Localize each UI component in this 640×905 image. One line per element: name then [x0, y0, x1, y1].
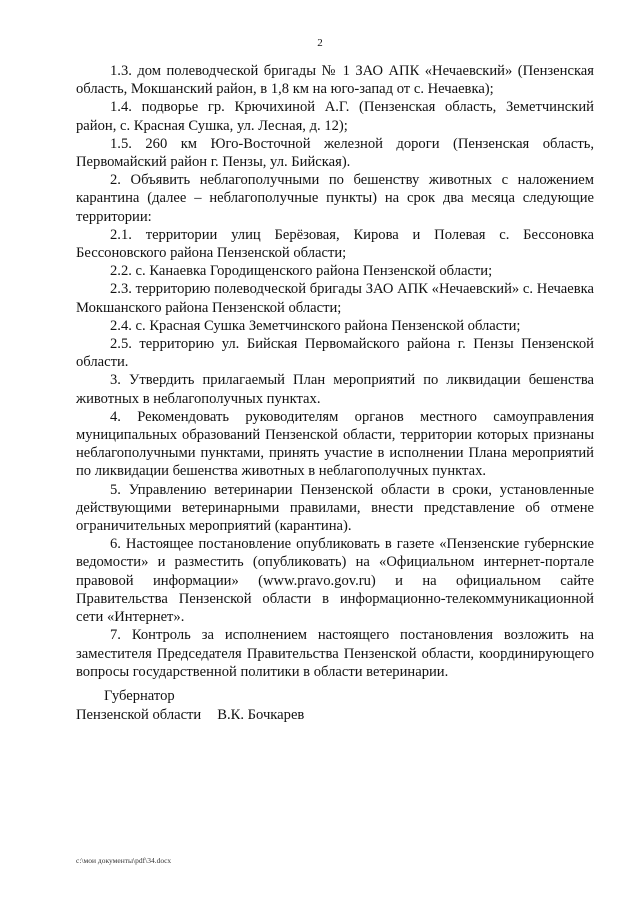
- paragraph-4: 4. Рекомендовать руководителям органов местного самоуправления муниципальных образований Пензенской области, территории которых признаны неблагополучными пунктами, принять участие в исполнении Плана мероприятий по ликвидации бешенства животных в неблагополучных пунктах.: [76, 408, 594, 480]
- paragraph-7: 7. Контроль за исполнением настоящего постановления возложить на заместителя Председателя Правительства Пензенской области, координирующего вопросы государственной политики в области ветеринарии.: [76, 627, 594, 680]
- document-body: [76, 62, 594, 681]
- paragraph-1-5: 1.5. 260 км Юго-Восточной железной дороги (Пензенская область, Первомайский район г. Пензы, ул. Бийская).: [76, 135, 594, 171]
- signature-block: [76, 687, 304, 725]
- page-number: 2: [317, 37, 323, 49]
- signatory-region: Пензенской области: [76, 707, 202, 723]
- signatory-line: [76, 706, 304, 725]
- paragraph-2-3: 2.3. территорию полеводческой бригады ЗАО АПК «Нечаевский» с. Нечаевка Мокшанского района Пензенской области;: [76, 281, 594, 316]
- paragraph-2: 2. Объявить неблагополучными по бешенству животных с наложением карантина (далее – неблагополучные пункты) на срок два месяца следующие территории:: [76, 172, 594, 225]
- paragraph-5: 5. Управлению ветеринарии Пензенской области в сроки, установленные действующими ветеринарными правилами, внести представление об отмене ограничительных мероприятий (карантина).: [76, 481, 594, 535]
- paragraph-2-5: 2.5. территорию ул. Бийская Первомайского района г. Пензы Пензенской области.: [76, 336, 594, 371]
- file-path-footer: c:\мои документы\pdf\34.docx: [76, 856, 172, 865]
- paragraph-2-1: 2.1. территории улиц Берёзовая, Кирова и Полевая с. Бессоновка Бессоновского района Пензенской области;: [76, 226, 594, 262]
- paragraph-2-2: 2.2. с. Канаевка Городищенского района Пензенской области;: [110, 263, 493, 280]
- signatory-title: Губернатор: [104, 688, 175, 704]
- paragraph-1-3: 1.3. дом полеводческой бригады № 1 ЗАО АПК «Нечаевский» (Пензенская область, Мокшанский район, в 1,8 км на юго-запад от с. Нечаевка);: [76, 63, 594, 98]
- signatory-name: В.К. Бочкарев: [217, 707, 305, 723]
- paragraph-6: 6. Настоящее постановление опубликовать в газете «Пензенские губернские ведомости» и разместить (опубликовать) на «Официальном интернет-портале правовой информации» (www.pravo.gov.ru) и на официальном сайте Правительства Пензенской области в информационно-телекоммуникационной сети «Интернет».: [76, 536, 594, 626]
- paragraph-2-4: 2.4. с. Красная Сушка Земетчинского района Пензенской области;: [110, 317, 521, 334]
- paragraph-3: 3. Утвердить прилагаемый План мероприятий по ликвидации бешенства животных в неблагополучных пунктах.: [76, 372, 594, 407]
- paragraph-1-4: 1.4. подворье гр. Крючихиной А.Г. (Пензенская область, Земетчинский район, с. Красная Сушка, ул. Лесная, д. 12);: [76, 99, 594, 134]
